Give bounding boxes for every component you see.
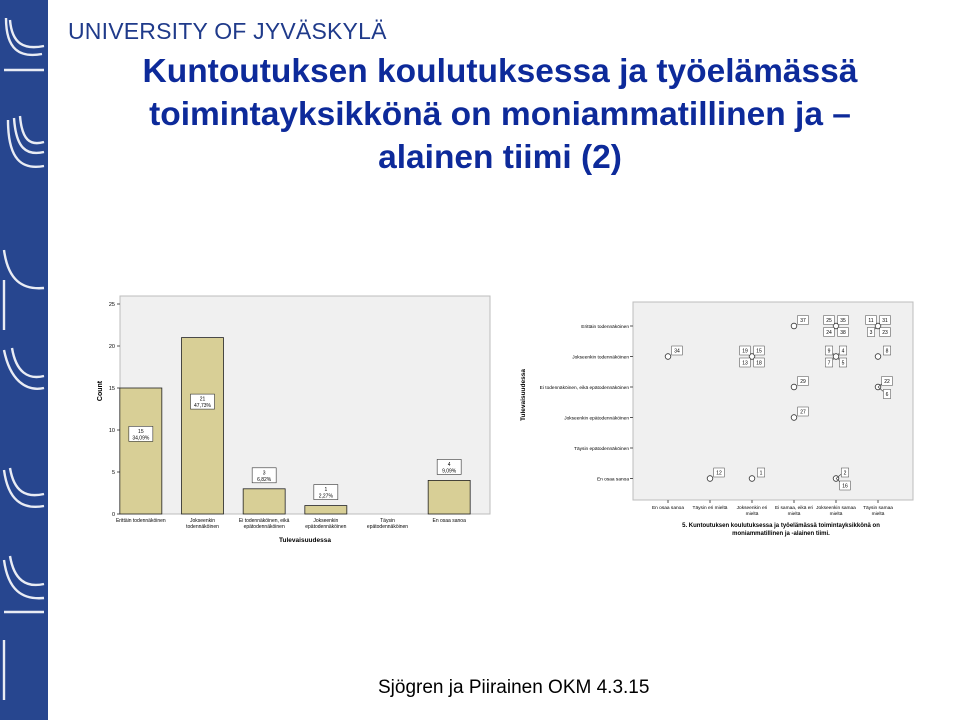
x-category-label: En osaa sanoa (651, 506, 685, 511)
x-category-label: En osaa sanoa (432, 518, 466, 524)
y-category-label: Täysin epätodennäköinen (574, 447, 629, 452)
data-label-count: 1 (324, 487, 328, 494)
y-category-label: En osaa sanoa (596, 477, 629, 483)
point-label: 38 (840, 330, 846, 336)
point-label: 25 (826, 318, 832, 324)
point-label: 7 (827, 360, 831, 367)
data-point (875, 354, 881, 360)
data-label-percent: 47,73% (194, 403, 211, 410)
bar (243, 489, 285, 514)
data-label-percent: 34,09% (132, 435, 150, 442)
point-label: 37 (800, 318, 806, 324)
point-label: 13 (742, 360, 748, 367)
x-axis-label: Tulevaisuudessa (279, 537, 331, 544)
x-category-label: Ei todennäköinen, eikä (238, 518, 290, 524)
data-point (791, 384, 797, 390)
point-label: 27 (800, 409, 806, 416)
point-label: 22 (884, 379, 890, 385)
data-label-count: 3 (262, 470, 266, 477)
y-tick-label: 10 (108, 428, 115, 434)
bar (182, 338, 224, 514)
x-category-label: epätodennäköinen (305, 524, 347, 530)
y-category-label: Jokseenkin todennäköinen (572, 355, 629, 361)
x-category-label: Täysin eri mieltä (692, 506, 728, 511)
point-label: 1 (759, 470, 763, 477)
title-line-1: Kuntoutuksen koulutuksessa ja työelämässä (142, 53, 858, 90)
point-label: 29 (800, 379, 806, 385)
point-label: 16 (842, 483, 848, 490)
y-tick-label: 5 (111, 470, 115, 476)
point-label: 31 (882, 318, 888, 324)
point-label: 2 (843, 470, 847, 477)
point-label: 11 (868, 318, 874, 324)
bar (428, 480, 470, 514)
x-category-label: Jokseenkin samaa (816, 506, 856, 511)
point-label: 34 (674, 348, 680, 355)
x-axis-label: moniammatillinen ja -alainen tiimi. (732, 531, 830, 537)
data-point (665, 354, 671, 360)
y-category-label: Jokseenkin epätodennäköinen (564, 416, 629, 422)
sidebar-band (0, 0, 48, 720)
data-label-count: 15 (138, 428, 144, 435)
x-category-label: mieltä (871, 512, 885, 517)
x-category-label: Jokseenkin eri (736, 506, 768, 511)
data-point (707, 476, 713, 482)
point-label: 6 (885, 392, 889, 398)
y-category-label: Ei todennäköinen, eikä epätodennäköinen (539, 386, 629, 391)
x-category-label: todennäköinen (186, 524, 219, 530)
x-category-label: mieltä (787, 512, 801, 517)
point-label: 23 (882, 330, 888, 336)
point-label: 3 (869, 330, 873, 336)
footer-credit: Sjögren ja Piirainen OKM 4.3.15 (378, 677, 650, 698)
data-point (791, 415, 797, 421)
title-line-3: alainen tiimi (2) (378, 139, 622, 176)
point-label: 12 (716, 470, 722, 477)
data-label-count: 21 (199, 396, 206, 403)
y-tick-label: 15 (108, 386, 115, 392)
x-category-label: Täysin (380, 518, 395, 524)
x-category-label: Jokseenkin (189, 518, 216, 524)
y-category-label: Erittäin todennäköinen (581, 325, 629, 330)
y-tick-label: 20 (108, 344, 115, 350)
point-label: 35 (840, 318, 846, 324)
point-label: 8 (885, 348, 889, 355)
y-axis-label: Count (97, 380, 104, 402)
data-label-percent: 2,27% (318, 493, 333, 500)
scatter-chart (515, 298, 920, 546)
x-axis-label: 5. Kuntoutuksen koulutuksessa ja työelämässä toimintayksikkönä on (682, 523, 880, 529)
point-label: 4 (841, 348, 845, 355)
x-category-label: epätodennäköinen (243, 524, 285, 530)
y-axis-label: Tulevaisuudessa (520, 369, 527, 421)
x-category-label: mieltä (829, 512, 843, 517)
data-point (749, 476, 755, 482)
bar-chart (90, 290, 500, 552)
slide-title (60, 50, 940, 179)
x-category-label: Jokseenkin (313, 518, 339, 524)
x-category-label: epätodennäköinen (366, 524, 409, 530)
data-label-count: 4 (447, 461, 451, 468)
point-label: 9 (827, 348, 831, 355)
x-category-label: Täysin samaa (863, 506, 893, 511)
y-tick-label: 0 (111, 512, 115, 518)
title-line-2: toimintayksikkönä on moniammatillinen ja – (149, 96, 851, 133)
bar (120, 388, 162, 514)
x-category-label: Erittäin todennäköinen (115, 518, 166, 524)
point-label: 15 (756, 348, 762, 355)
data-point (791, 323, 797, 329)
x-category-label: mieltä (745, 512, 759, 517)
bar (305, 506, 347, 514)
university-name: UNIVERSITY OF JYVÄSKYLÄ (68, 18, 387, 44)
point-label: 19 (742, 348, 748, 355)
data-point (833, 354, 839, 360)
point-label: 5 (841, 360, 845, 367)
point-label: 24 (826, 330, 832, 336)
data-label-percent: 6,82% (257, 476, 272, 483)
data-label-percent: 9,09% (442, 468, 457, 475)
y-tick-label: 25 (108, 302, 115, 308)
x-category-label: Ei samaa, eikä eri (774, 506, 814, 511)
university-logo-pattern (0, 0, 48, 720)
point-label: 18 (756, 360, 762, 367)
